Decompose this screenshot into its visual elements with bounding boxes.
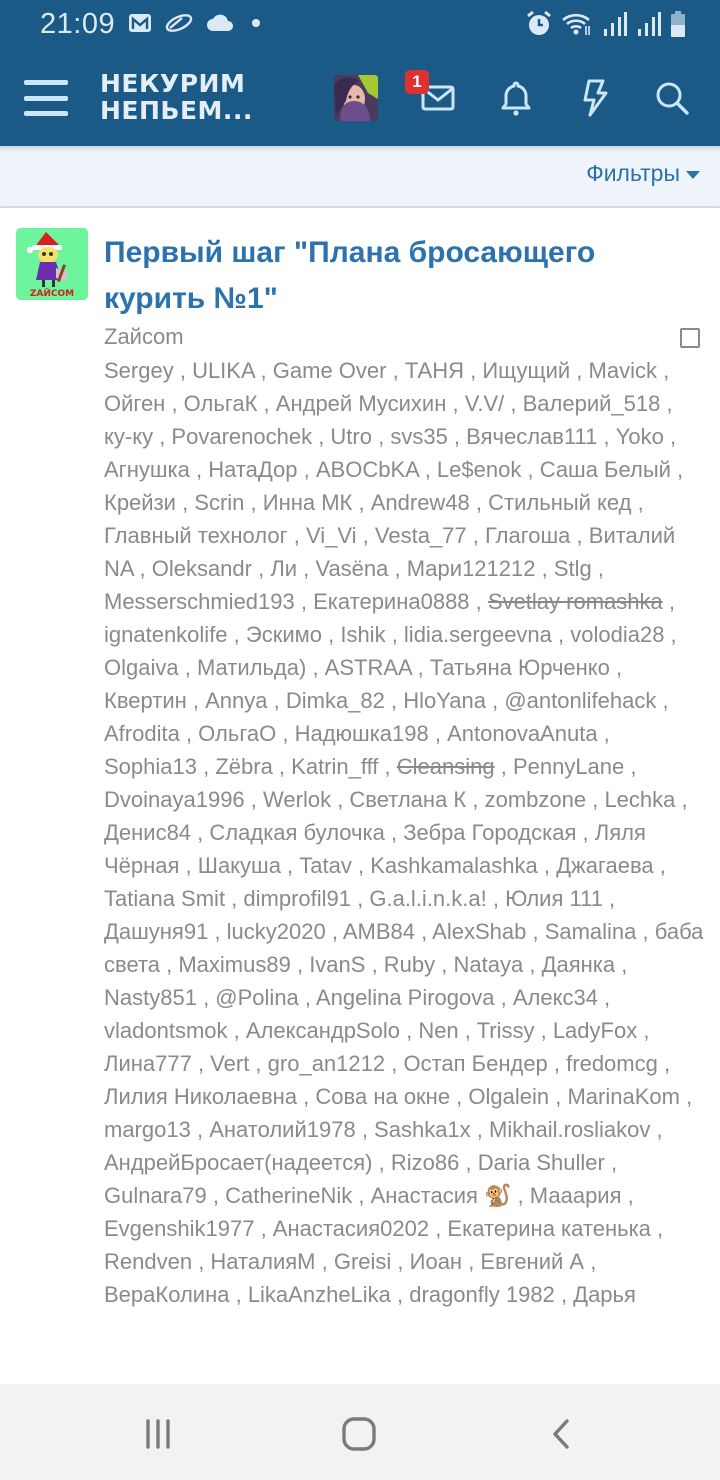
search-button[interactable] [652, 78, 692, 118]
participant-link[interactable]: Vesta_77 [374, 523, 467, 548]
filters-dropdown[interactable] [586, 160, 700, 187]
participant-link[interactable]: Vert [210, 1051, 250, 1076]
svg-text:ZАЙCOM: ZАЙCOM [29, 289, 75, 299]
participant-link[interactable]: Sophia13 [104, 754, 197, 779]
participant-link[interactable]: Dimka_82 [285, 688, 385, 713]
participant-link[interactable]: Светлана К [349, 787, 467, 812]
participant-link[interactable]: AntonovaAnuta [447, 721, 598, 746]
participant-link[interactable]: Game Over [272, 358, 387, 383]
participant-link[interactable]: Иоан [409, 1249, 463, 1274]
participant-link[interactable]: Глагоша [485, 523, 571, 548]
app-swirl-icon [164, 12, 194, 34]
participant-link[interactable]: AMB84 [342, 919, 416, 944]
participant-link[interactable]: Messerschmied193 [104, 589, 295, 614]
participant-link[interactable]: Ishik [340, 622, 386, 647]
participant-link[interactable]: Svetlay romashka [487, 589, 663, 614]
participant-link[interactable]: Анастасия 🐒 [370, 1183, 512, 1208]
thread-item [0, 210, 720, 1384]
status-bar [0, 0, 720, 50]
participant-link[interactable]: Samalina [544, 919, 637, 944]
participant-link[interactable]: HloYana [403, 688, 486, 713]
menu-button[interactable] [24, 80, 68, 116]
participant-link[interactable]: Andrew48 [370, 490, 470, 515]
filters-label: Фильтры [586, 160, 680, 186]
participant-link[interactable]: Evgenshik1977 [104, 1216, 255, 1241]
bell-icon [500, 80, 532, 116]
participant-link[interactable]: ignatenkolife [104, 622, 228, 647]
participant-link[interactable]: lidia.sergeevna [403, 622, 552, 647]
participant-link[interactable]: ABOCbKA [315, 457, 419, 482]
participant-link[interactable]: Katrin_fff [291, 754, 379, 779]
cloud-icon [206, 13, 234, 33]
menu-icon-line [24, 111, 68, 116]
participant-link[interactable]: Gulnara79 [104, 1183, 207, 1208]
participant-link[interactable]: Ляля Чёрная [104, 820, 646, 878]
participant-link[interactable]: Дашуня91 [104, 919, 209, 944]
participant-link[interactable]: Tatav [299, 853, 352, 878]
participant-link[interactable]: Cleansing [396, 754, 495, 779]
participant-link[interactable]: Ойген [104, 391, 166, 416]
participant-link[interactable]: V.V/ [464, 391, 505, 416]
messages-badge: 1 [405, 70, 429, 94]
participant-link[interactable]: LadyFox [552, 1018, 638, 1043]
participant-link[interactable]: Angelina Pirogova [315, 985, 495, 1010]
participant-link[interactable]: Мари121212 [406, 556, 536, 581]
participant-link[interactable]: Rendven [104, 1249, 193, 1274]
participant-link[interactable]: Евгений А [480, 1249, 585, 1274]
lightning-icon [579, 79, 609, 117]
avatar-image [334, 75, 378, 121]
participant-link[interactable]: АндрейБросает(надеется) [104, 1150, 373, 1175]
participant-link[interactable]: Вячеслав111 [466, 424, 598, 449]
whats-new-button[interactable] [574, 78, 614, 118]
participant-link[interactable]: Виталий NA [104, 523, 676, 581]
participant-link[interactable]: Главный технолог [104, 523, 288, 548]
participant-link[interactable]: Агнушка [104, 457, 190, 482]
participant-link[interactable]: Annya [205, 688, 268, 713]
participant-link[interactable]: Greisi [333, 1249, 392, 1274]
participant-link[interactable]: margo13 [104, 1117, 191, 1142]
participant-link[interactable]: dragonfly 1982 [409, 1282, 555, 1307]
logo-line-1: НЕКУРИМ [100, 69, 246, 98]
participant-link[interactable]: Лилия Николаевна [104, 1084, 298, 1109]
notifications-button[interactable] [496, 78, 536, 118]
participant-link[interactable]: Mikhail.rosliakov [489, 1117, 651, 1142]
participant-link[interactable]: Саша Белый [539, 457, 671, 482]
participant-link[interactable]: Мааария [529, 1183, 622, 1208]
participant-link[interactable]: Ищущий [482, 358, 571, 383]
participant-link[interactable]: LikaAnzheLika [247, 1282, 391, 1307]
participant-link[interactable]: @Polina [215, 985, 299, 1010]
system-nav-bar [0, 1384, 720, 1480]
participant-link[interactable]: НатаДор [208, 457, 298, 482]
search-icon [654, 80, 690, 116]
participant-link[interactable]: Vasëna [315, 556, 389, 581]
participant-link[interactable]: Scrin [194, 490, 245, 515]
participant-link[interactable]: ку-ку [104, 424, 154, 449]
participant-link[interactable]: vladontsmok [104, 1018, 228, 1043]
participant-link[interactable]: Ruby [383, 952, 436, 977]
participant-link[interactable]: Olgaiva [104, 655, 179, 680]
participant-link[interactable]: Le$enok [436, 457, 522, 482]
participant-link[interactable]: Werlok [263, 787, 332, 812]
participant-link[interactable]: gro_an1212 [267, 1051, 386, 1076]
participants-list: Sergey , ULIKA , Game Over , ТАНЯ , Ищущий , Mavick , Ойген , ОльгаК , Андрей Мусихин , V.V/ , Валерий_518 , ку-ку , Povarenochek , Utro , svs35 , Вячеслав111 , Yoko , Агнушка , НатаДор , ABOCbKA , Le$enok , Саша Белый , Крейзи , Scrin , Инна МК , Andrew48 , Стильный кед , Главный технолог , Vi_Vi , Vesta_77 , Глагоша , Виталий NA , Oleksandr , Ли , Vasëna , Мари121212 , Stlg , Messerschmied193 , Екатерина0888 , Svetlay romashka , ignatenkolife , Эскимо , Ishik , lidia.sergeevna , volodia28 , Olgaiva , Матильда) , ASTRAA , Татьяна Юрченко , Квертин , Annya , Dimka_82 , HloYana , @antonlifehack , Afrodita , ОльгаО , Надюшка198 , AntonovaAnuta , Sophia13 , Zëbra , Katrin_fff , Cleansing , PennyLane , Dvoinaya1996 , Werlok , Светлана К , zombzone , Lechka , Денис84 , Сладкая булочка , Зебра Городская , Ляля Чёрная , Шакуша , Tatav , Kashkamalashka , Джагаева , Tatiana Smit , dimprofil91 , G.a.l.i.n.k.a! , Юлия 111 , Дашуня91 , lucky2020 , AMB84 , AlexShab , Samalina , баба света , Maximus89 , IvanS , Ruby , Nataya , Даянка , Nasty851 , @Polina , Angelina Pirogova , Алекс34 , vladontsmok , АлександрSolo , Nen , Trissy , LadyFox , Лина777 , Vert , gro_an1212 , Остап Бендер , fredomcg , Лилия Николаевна , Сова на окне , Olgalein , MarinaKom , margo13 , Анатолий1978 , Sashka1x , Mikhail.rosliakov , АндрейБросает(надеется) , Rizo86 , Daria Shuller , Gulnara79 , CatherineNik , Анастасия 🐒 , Мааария , Evgenshik1977 , Анастасия0202 , Екатерина катенька , Rendven , НаталияМ , Greisi , Иоан , Евгений А , ВераКолина , LikaAnzheLika , dragonfly 1982 , Дарья [104, 358, 704, 1307]
participant-link[interactable]: ТАНЯ [404, 358, 464, 383]
participant-link[interactable]: Остап Бендер [403, 1051, 548, 1076]
select-thread-checkbox[interactable] [680, 328, 700, 348]
participant-link[interactable]: баба света [104, 919, 704, 977]
participant-link[interactable]: Nasty851 [104, 985, 197, 1010]
participant-link[interactable]: Матильда) [196, 655, 307, 680]
status-notification-icons [128, 12, 266, 34]
recent-apps-button[interactable] [133, 1414, 183, 1454]
participant-link[interactable]: Джагаева [556, 853, 654, 878]
participant-link[interactable]: Dvoinaya1996 [104, 787, 245, 812]
participant-link[interactable]: MarinaKom [567, 1084, 680, 1109]
participant-link[interactable]: Дарья [573, 1282, 636, 1307]
participant-link[interactable]: Юлия 111 [505, 886, 603, 911]
participant-link[interactable]: CatherineNik [225, 1183, 353, 1208]
participant-link[interactable]: Стильный кед [488, 490, 632, 515]
home-button[interactable] [334, 1414, 384, 1454]
gmail-icon [128, 12, 152, 34]
user-avatar[interactable] [334, 75, 378, 121]
participant-link[interactable]: Povarenochek [171, 424, 313, 449]
participant-link[interactable]: Денис84 [104, 820, 192, 845]
participant-link[interactable]: Utro [330, 424, 372, 449]
status-time: 21:09 [40, 8, 116, 40]
recent-apps-icon [141, 1418, 175, 1450]
participant-link[interactable]: Ли [270, 556, 298, 581]
caret-down-icon [686, 171, 700, 179]
menu-icon-line [24, 96, 68, 101]
participant-link[interactable]: volodia28 [570, 622, 665, 647]
home-icon [341, 1416, 377, 1452]
site-logo[interactable] [100, 70, 253, 124]
participant-link[interactable]: ВераКолина [104, 1282, 230, 1307]
participant-link[interactable]: Екатерина катенька [447, 1216, 651, 1241]
participant-link[interactable]: Nataya [453, 952, 524, 977]
participant-link[interactable]: Сладкая булочка [209, 820, 385, 845]
author-avatar[interactable] [16, 228, 88, 300]
dot-icon [246, 13, 266, 33]
participant-link[interactable]: Крейзи [104, 490, 176, 515]
participant-link[interactable]: PennyLane [512, 754, 625, 779]
participant-link[interactable]: Сова на окне [315, 1084, 451, 1109]
participant-link[interactable]: Эскимо [245, 622, 322, 647]
participant-link[interactable]: Lechka [604, 787, 676, 812]
wifi-icon [560, 10, 594, 38]
participant-link[interactable]: Maximus89 [178, 952, 291, 977]
participant-link[interactable]: Stlg [553, 556, 592, 581]
participant-link[interactable]: Daria Shuller [477, 1150, 605, 1175]
participant-link[interactable]: dimprofil91 [243, 886, 352, 911]
participant-link[interactable]: Даянка [541, 952, 616, 977]
participant-link[interactable]: fredomcg [566, 1051, 658, 1076]
participant-link[interactable]: Валерий_518 [522, 391, 661, 416]
alarm-icon [526, 10, 552, 38]
avatar-image [16, 228, 88, 300]
participant-link[interactable]: Татьяна Юрченко [429, 655, 610, 680]
participant-link[interactable]: Mavick [588, 358, 657, 383]
back-button[interactable] [536, 1414, 586, 1454]
battery-icon [670, 10, 686, 38]
participant-link[interactable]: Алекс34 [512, 985, 598, 1010]
participant-link[interactable]: Надюшка198 [294, 721, 429, 746]
participant-link[interactable]: Olgalein [468, 1084, 550, 1109]
logo-line-2: НЕПЬЕМ... [100, 96, 253, 125]
participant-link[interactable]: Vi_Vi [305, 523, 357, 548]
participant-link[interactable]: ОльгаО [198, 721, 277, 746]
participant-link[interactable]: Sashka1x [374, 1117, 471, 1142]
participant-link[interactable]: Екатерина0888 [313, 589, 470, 614]
participant-link[interactable]: Лина777 [104, 1051, 192, 1076]
participant-link[interactable]: Kashkamalashka [370, 853, 538, 878]
participant-link[interactable]: Андрей Мусихин [275, 391, 447, 416]
status-system-icons [526, 10, 686, 38]
signal-icon [602, 10, 628, 38]
participant-link[interactable]: Анатолий1978 [209, 1117, 356, 1142]
back-icon [549, 1417, 573, 1451]
participant-link[interactable]: Анастасия0202 [272, 1216, 430, 1241]
app-header [0, 50, 720, 146]
signal-icon [636, 10, 662, 38]
thread-title-link[interactable]: Первый шаг "Плана бросающего курить №1" [104, 236, 596, 315]
participant-link[interactable]: Инна МК [262, 490, 353, 515]
participant-link[interactable]: АлександрSolo [245, 1018, 400, 1043]
participant-link[interactable]: ОльгаК [183, 391, 258, 416]
participant-link[interactable]: Yoko [615, 424, 664, 449]
participant-link[interactable]: Sergey [104, 358, 174, 383]
participant-link[interactable]: Квертин [104, 688, 187, 713]
participant-link[interactable]: lucky2020 [226, 919, 326, 944]
participant-link[interactable]: IvanS [309, 952, 366, 977]
participant-link[interactable]: Zëbra [215, 754, 273, 779]
participant-link[interactable]: Rizo86 [390, 1150, 460, 1175]
participant-link[interactable]: @antonlifehack [504, 688, 657, 713]
participant-link[interactable]: ASTRAA [324, 655, 412, 680]
thread-author-link[interactable]: Zайcom [104, 324, 184, 349]
participant-link[interactable]: Trissy [476, 1018, 535, 1043]
filter-bar [0, 146, 720, 208]
participant-link[interactable]: Oleksandr [151, 556, 252, 581]
participant-link[interactable]: НаталияМ [210, 1249, 316, 1274]
participant-link[interactable]: Nen [418, 1018, 459, 1043]
participant-link[interactable]: Afrodita [104, 721, 180, 746]
participant-link[interactable]: Tatiana Smit [104, 886, 226, 911]
participant-link[interactable]: ULIKA [192, 358, 255, 383]
participant-link[interactable]: Зебра Городская [403, 820, 577, 845]
participant-link[interactable]: AlexShab [432, 919, 527, 944]
participant-link[interactable]: svs35 [390, 424, 448, 449]
participant-link[interactable]: zombzone [484, 787, 587, 812]
participant-link[interactable]: Шакуша [197, 853, 281, 878]
menu-icon-line [24, 80, 68, 85]
participant-link[interactable]: G.a.l.i.n.k.a! [369, 886, 487, 911]
